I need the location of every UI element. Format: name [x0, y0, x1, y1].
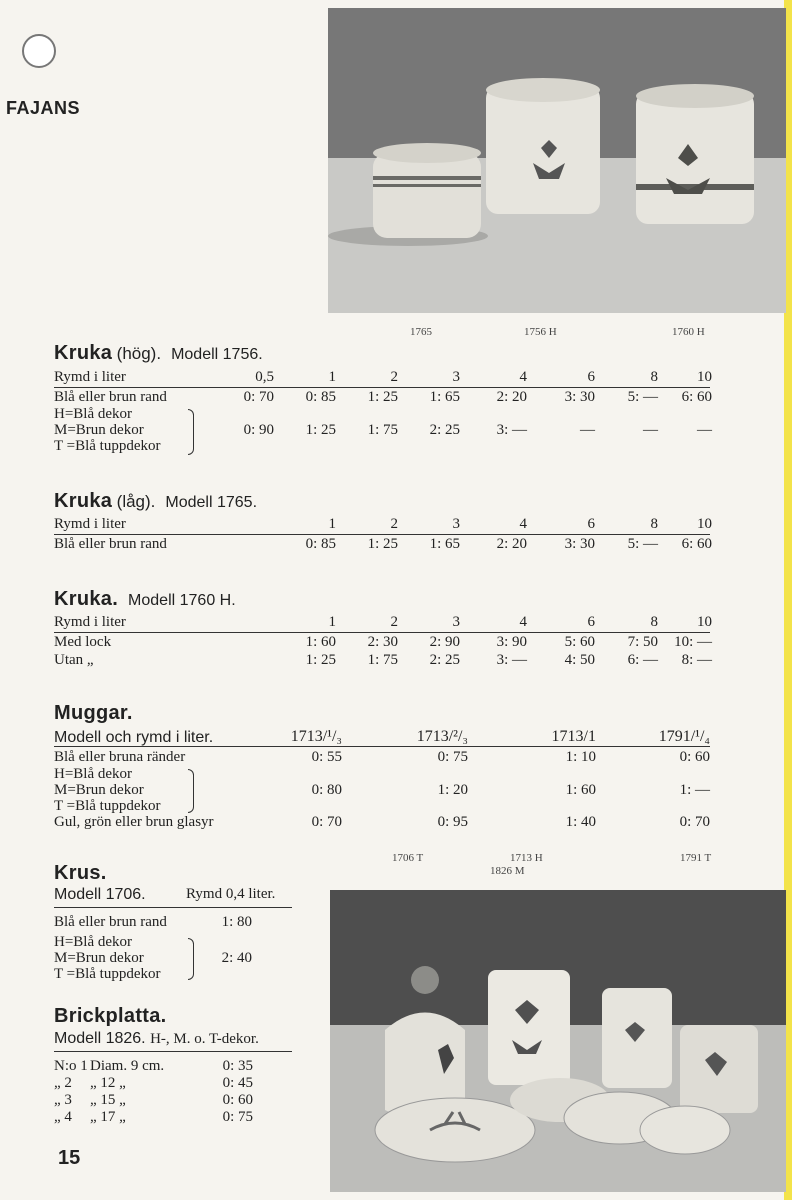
- row-label: Blå eller brun rand: [54, 914, 167, 930]
- price-cell: 1: 65: [429, 536, 460, 552]
- size-cell: 1: [328, 516, 336, 532]
- rule: [54, 534, 710, 535]
- brace: [188, 409, 194, 455]
- photo-caption: 1765: [410, 326, 432, 338]
- rymd-label: Rymd i liter: [54, 516, 126, 532]
- diameter: „ 12 „: [90, 1075, 126, 1091]
- size-cell: 2: [390, 614, 398, 630]
- photo-caption: 1706 T: [392, 852, 424, 864]
- price-cell: 0: 45: [222, 1075, 253, 1091]
- size-cell: 4: [519, 614, 527, 630]
- rule: [54, 907, 292, 908]
- brickplatta-model: Modell 1826. H-, M. o. T-dekor.: [54, 1030, 259, 1047]
- price-cell: 5: 60: [564, 634, 595, 650]
- size-cell: 8: [650, 614, 658, 630]
- price-cell: 0: 35: [222, 1058, 253, 1074]
- price-cell: 1: 60: [565, 782, 596, 798]
- size-cell: 4: [519, 516, 527, 532]
- row-label: H=Blå dekor: [54, 766, 133, 782]
- size-cell: 0,5: [255, 369, 274, 385]
- size-cell: 2: [390, 516, 398, 532]
- column-header: 1713/²/₃: [416, 728, 468, 745]
- row-label: Blå eller brun rand: [54, 389, 167, 405]
- price-cell: 0: 75: [222, 1109, 253, 1125]
- column-header: 1713/1: [551, 728, 596, 745]
- heading-muggar: Muggar.: [54, 702, 133, 724]
- rule: [54, 746, 710, 747]
- price-cell: 1: 65: [429, 389, 460, 405]
- heading-krus: Krus.: [54, 862, 107, 884]
- size-cell: 1: [328, 369, 336, 385]
- price-cell: 0: 70: [311, 814, 342, 830]
- row-label: H=Blå dekor: [54, 934, 133, 950]
- price-cell: 0: 85: [305, 389, 336, 405]
- price-cell: 5: —: [627, 536, 658, 552]
- price-cell: 5: —: [627, 389, 658, 405]
- price-cell: 7: 50: [627, 634, 658, 650]
- photo-caption: 1713 H: [510, 852, 543, 864]
- section-label: FAJANS: [6, 98, 81, 118]
- price-cell: 2: 20: [496, 389, 527, 405]
- price-cell: 2: 25: [429, 422, 460, 438]
- photo-caption: 1791 T: [680, 852, 712, 864]
- diameter: Diam. 9 cm.: [90, 1058, 165, 1074]
- price-cell: 0: 60: [222, 1092, 253, 1108]
- price-cell: 0: 70: [679, 814, 710, 830]
- price-cell: 0: 60: [679, 749, 710, 765]
- price-cell: 0: 55: [311, 749, 342, 765]
- diameter: „ 15 „: [90, 1092, 126, 1108]
- price-cell: 0: 75: [437, 749, 468, 765]
- size-cell: 8: [650, 516, 658, 532]
- price-cell: 3: —: [496, 652, 527, 668]
- price-cell: —: [580, 422, 595, 438]
- price-cell: 0: 70: [243, 389, 274, 405]
- price-cell: 1: 75: [367, 422, 398, 438]
- price-cell: 1: 10: [565, 749, 596, 765]
- row-label: T =Blå tuppdekor: [54, 966, 161, 982]
- brace: [188, 938, 194, 980]
- price-cell: 1: 75: [367, 652, 398, 668]
- price-cell: 1: 25: [305, 652, 336, 668]
- size-cell: 3: [452, 369, 460, 385]
- price-cell: 3: 30: [564, 536, 595, 552]
- mugs-photo-illustration: [330, 890, 786, 1192]
- price-cell: 6: 60: [681, 389, 712, 405]
- price-cell: 8: —: [681, 652, 712, 668]
- size-number: „ 3: [54, 1092, 72, 1108]
- page-number: 15: [58, 1147, 81, 1169]
- price-cell: 3: 90: [496, 634, 527, 650]
- column-header: 1713/¹/₃: [290, 728, 342, 745]
- rule: [54, 387, 710, 388]
- price-cell: 2: 25: [429, 652, 460, 668]
- binder-hole: [22, 34, 56, 68]
- size-cell: 10: [697, 614, 712, 630]
- photo-caption: 1760 H: [672, 326, 705, 338]
- product-photo-jars: [328, 8, 786, 313]
- rymd-label: Rymd i liter: [54, 369, 126, 385]
- row-label: Med lock: [54, 634, 112, 650]
- brace: [188, 769, 194, 813]
- price-cell: 0: 80: [311, 782, 342, 798]
- price-cell: 1: 40: [565, 814, 596, 830]
- price-cell: 4: 50: [564, 652, 595, 668]
- size-cell: 10: [697, 369, 712, 385]
- row-label: M=Brun dekor: [54, 782, 144, 798]
- price: 1: 80: [221, 914, 252, 930]
- price-cell: 3: 30: [564, 389, 595, 405]
- price-cell: —: [697, 422, 712, 438]
- diameter: „ 17 „: [90, 1109, 126, 1125]
- krus-rymd: Rymd 0,4 liter.: [186, 886, 276, 902]
- price-cell: 1: 20: [437, 782, 468, 798]
- price-cell: 1: 25: [367, 389, 398, 405]
- size-cell: 3: [452, 614, 460, 630]
- price-cell: 0: 90: [243, 422, 274, 438]
- price-cell: 2: 30: [367, 634, 398, 650]
- price-cell: 1: —: [679, 782, 710, 798]
- size-cell: 6: [587, 614, 595, 630]
- rymd-label: Rymd i liter: [54, 614, 126, 630]
- product-photo-mugs: [330, 890, 786, 1192]
- price-cell: —: [643, 422, 658, 438]
- muggar-header-label: Modell och rymd i liter.: [54, 729, 214, 746]
- row-label: M=Brun dekor: [54, 950, 144, 966]
- heading-kruka-lag: Kruka (låg). Modell 1765.: [54, 490, 258, 512]
- price: 2: 40: [221, 950, 252, 966]
- price-cell: 6: 60: [681, 536, 712, 552]
- size-cell: 3: [452, 516, 460, 532]
- price-cell: 1: 25: [367, 536, 398, 552]
- column-header: 1791/¹/₄: [658, 728, 710, 745]
- heading-kruka-hog: Kruka (hög). Modell 1756.: [54, 342, 263, 364]
- row-label: H=Blå dekor: [54, 406, 133, 422]
- size-number: N:o 1: [54, 1058, 88, 1074]
- jars-photo-illustration: [328, 8, 786, 313]
- row-label: Gul, grön eller brun glasyr: [54, 814, 214, 830]
- size-cell: 1: [328, 614, 336, 630]
- size-cell: 6: [587, 369, 595, 385]
- heading-kruka-1760: Kruka. Modell 1760 H.: [54, 588, 236, 610]
- rule: [54, 1051, 292, 1052]
- heading-brickplatta: Brickplatta.: [54, 1005, 167, 1027]
- row-label: Utan „: [54, 652, 94, 668]
- size-cell: 10: [697, 516, 712, 532]
- row-label: Blå eller bruna ränder: [54, 749, 186, 765]
- rule: [54, 632, 710, 633]
- price-cell: 0: 85: [305, 536, 336, 552]
- price-cell: 6: —: [627, 652, 658, 668]
- size-cell: 2: [390, 369, 398, 385]
- price-cell: 2: 90: [429, 634, 460, 650]
- price-cell: 3: —: [496, 422, 527, 438]
- row-label: T =Blå tuppdekor: [54, 438, 161, 454]
- krus-model: Modell 1706.: [54, 886, 146, 903]
- price-cell: 2: 20: [496, 536, 527, 552]
- row-label: T =Blå tuppdekor: [54, 798, 161, 814]
- row-label: Blå eller brun rand: [54, 536, 167, 552]
- size-cell: 4: [519, 369, 527, 385]
- row-label: M=Brun dekor: [54, 422, 144, 438]
- photo-caption: 1756 H: [524, 326, 557, 338]
- size-cell: 6: [587, 516, 595, 532]
- size-number: „ 2: [54, 1075, 72, 1091]
- photo-caption: 1826 M: [490, 865, 525, 877]
- price-cell: 1: 60: [305, 634, 336, 650]
- price-cell: 0: 95: [437, 814, 468, 830]
- size-cell: 8: [650, 369, 658, 385]
- price-cell: 1: 25: [305, 422, 336, 438]
- price-cell: 10: —: [674, 634, 712, 650]
- size-number: „ 4: [54, 1109, 72, 1125]
